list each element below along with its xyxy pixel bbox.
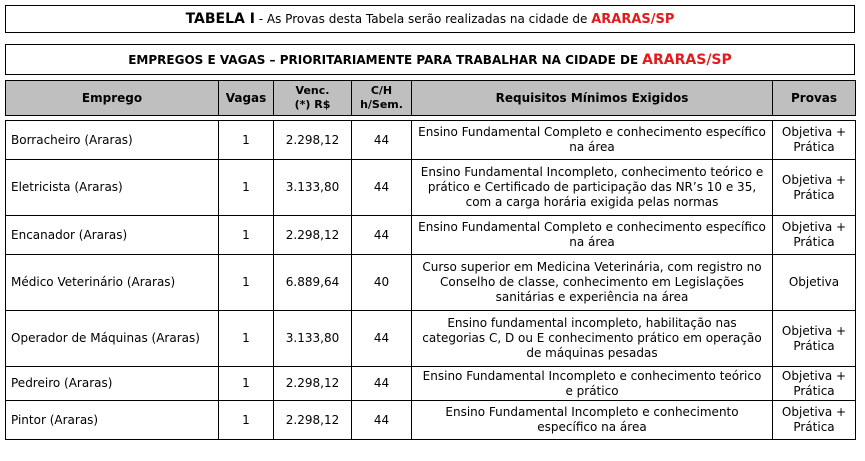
cell-ch: 44 xyxy=(352,121,412,160)
cell-venc: 2.298,12 xyxy=(274,121,352,160)
table-title-main: TABELA I xyxy=(185,11,255,27)
cell-vagas: 1 xyxy=(219,401,274,440)
jobs-table xyxy=(5,80,856,440)
cell-requisitos: Ensino Fundamental Completo e conhecimento específico na área xyxy=(412,216,773,255)
cell-provas: Objetiva + Prática xyxy=(773,160,856,216)
table-header-row xyxy=(6,81,856,116)
cell-emprego: Pedreiro (Araras) xyxy=(6,367,219,401)
table-row xyxy=(6,255,856,311)
col-header-emprego: Emprego xyxy=(6,81,219,116)
cell-ch: 44 xyxy=(352,311,412,367)
cell-vagas: 1 xyxy=(219,311,274,367)
table-row xyxy=(6,160,856,216)
cell-ch: 44 xyxy=(352,216,412,255)
cell-emprego: Encanador (Araras) xyxy=(6,216,219,255)
col-header-venc-line2: (*) R$ xyxy=(294,98,331,111)
table-title xyxy=(5,5,855,33)
cell-ch: 44 xyxy=(352,160,412,216)
cell-requisitos: Ensino Fundamental Incompleto e conhecimento teórico e prático xyxy=(412,367,773,401)
col-header-venc-line1: Venc. xyxy=(295,84,330,97)
table-subtitle xyxy=(5,44,855,75)
cell-venc: 2.298,12 xyxy=(274,216,352,255)
cell-requisitos: Curso superior em Medicina Veterinária, com registro no Conselho de classe, conhecimento em Legislações sanitárias e experiência na área xyxy=(412,255,773,311)
col-header-vagas: Vagas xyxy=(219,81,274,116)
cell-ch: 44 xyxy=(352,367,412,401)
cell-emprego: Borracheiro (Araras) xyxy=(6,121,219,160)
cell-vagas: 1 xyxy=(219,367,274,401)
cell-requisitos: Ensino fundamental incompleto, habilitação nas categorias C, D ou E conhecimento prático em operação de máquinas pesadas xyxy=(412,311,773,367)
cell-vagas: 1 xyxy=(219,160,274,216)
cell-provas: Objetiva + Prática xyxy=(773,311,856,367)
cell-ch: 40 xyxy=(352,255,412,311)
table-title-city: ARARAS/SP xyxy=(591,11,675,27)
cell-venc: 2.298,12 xyxy=(274,401,352,440)
cell-provas: Objetiva + Prática xyxy=(773,367,856,401)
cell-emprego: Médico Veterinário (Araras) xyxy=(6,255,219,311)
cell-venc: 3.133,80 xyxy=(274,160,352,216)
col-header-provas: Provas xyxy=(773,81,856,116)
cell-requisitos: Ensino Fundamental Incompleto, conhecimento teórico e prático e Certificado de participação das NR’s 10 e 35, com a carga horária exigida pelas normas xyxy=(412,160,773,216)
cell-emprego: Eletricista (Araras) xyxy=(6,160,219,216)
cell-emprego: Operador de Máquinas (Araras) xyxy=(6,311,219,367)
cell-vagas: 1 xyxy=(219,216,274,255)
cell-requisitos: Ensino Fundamental Completo e conhecimento específico na área xyxy=(412,121,773,160)
cell-ch: 44 xyxy=(352,401,412,440)
table-row xyxy=(6,401,856,440)
cell-venc: 3.133,80 xyxy=(274,311,352,367)
cell-provas: Objetiva + Prática xyxy=(773,121,856,160)
cell-requisitos: Ensino Fundamental Incompleto e conhecimento específico na área xyxy=(412,401,773,440)
table-subtitle-text: EMPREGOS E VAGAS – PRIORITARIAMENTE PARA TRABALHAR NA CIDADE DE xyxy=(128,52,639,67)
cell-vagas: 1 xyxy=(219,121,274,160)
cell-provas: Objetiva + Prática xyxy=(773,401,856,440)
col-header-ch-line1: C/H xyxy=(370,84,393,97)
cell-venc: 2.298,12 xyxy=(274,367,352,401)
col-header-ch xyxy=(352,81,412,116)
table-row xyxy=(6,216,856,255)
cell-emprego: Pintor (Araras) xyxy=(6,401,219,440)
table-subtitle-city: ARARAS/SP xyxy=(642,51,732,68)
cell-venc: 6.889,64 xyxy=(274,255,352,311)
cell-provas: Objetiva + Prática xyxy=(773,216,856,255)
table-row xyxy=(6,311,856,367)
table-title-rest: - As Provas desta Tabela serão realizadas na cidade de xyxy=(254,12,592,26)
cell-provas: Objetiva xyxy=(773,255,856,311)
col-header-ch-line2: h/Sem. xyxy=(360,98,403,111)
cell-vagas: 1 xyxy=(219,255,274,311)
table-row xyxy=(6,367,856,401)
col-header-requisitos: Requisitos Mínimos Exigidos xyxy=(412,81,773,116)
table-row xyxy=(6,121,856,160)
col-header-venc xyxy=(274,81,352,116)
